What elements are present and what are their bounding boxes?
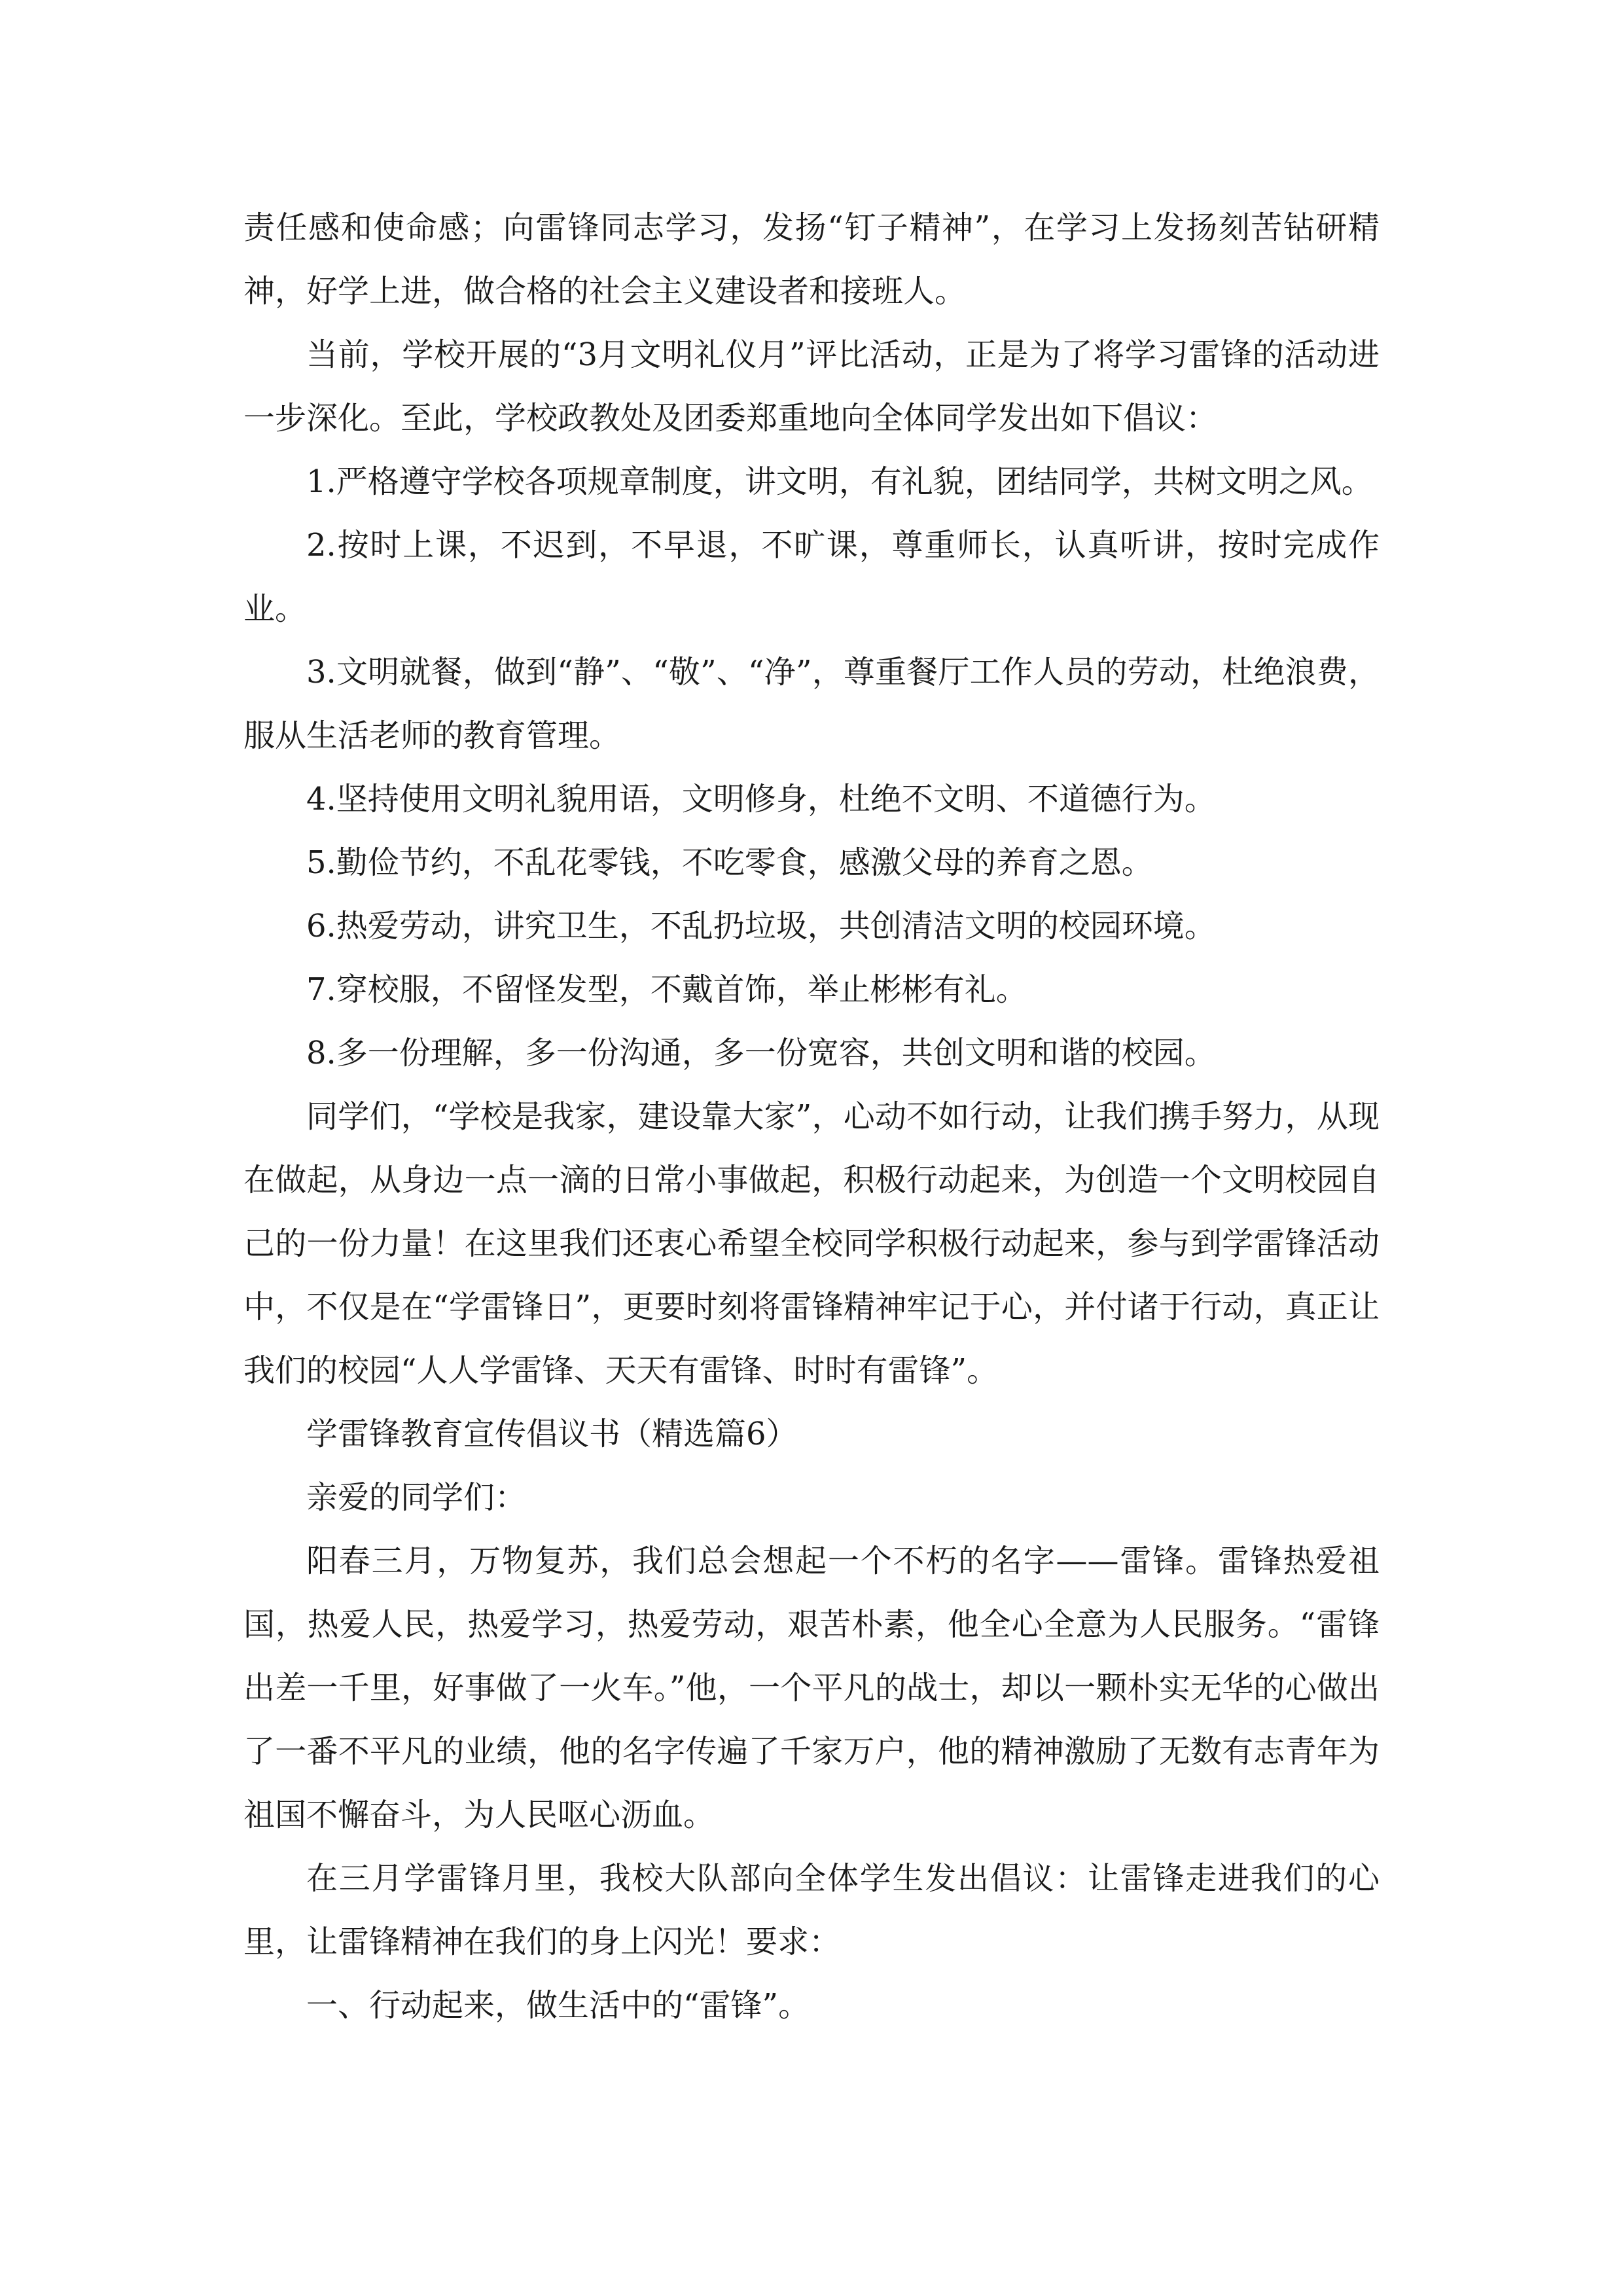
document-body — [243, 196, 1380, 2037]
list-item-5: 5.勤俭节约，不乱花零钱，不吃零食，感激父母的养育之恩。 — [306, 844, 1153, 881]
paragraph-intro: 当前，学校开展的“3月文明礼仪月”评比活动，正是为了将学习雷锋的活动进一步深化。至此，学校政教处及团委郑重地向全体同学发出如下倡议： — [243, 336, 1380, 437]
list-item-2: 2.按时上课，不迟到，不早退，不旷课，尊重师长，认真听讲，按时完成作业。 — [243, 527, 1380, 627]
list-item-1: 1.严格遵守学校各项规章制度，讲文明，有礼貌，团结同学，共树文明之风。 — [306, 463, 1373, 500]
list-item-4: 4.坚持使用文明礼貌用语，文明修身，杜绝不文明、不道德行为。 — [306, 781, 1216, 817]
list-item-8: 8.多一份理解，多一份沟通，多一份宽容，共创文明和谐的校园。 — [306, 1035, 1216, 1071]
salutation: 亲爱的同学们： — [306, 1479, 527, 1516]
paragraph-initiative: 在三月学雷锋月里，我校大队部向全体学生发出倡议：让雷锋走进我们的心里，让雷锋精神在我们的身上闪光！要求： — [243, 1860, 1380, 1960]
list-item-7: 7.穿校服，不留怪发型，不戴首饰，举止彬彬有礼。 — [306, 971, 1027, 1008]
paragraph-continuation: 责任感和使命感；向雷锋同志学习，发扬“钉子精神”，在学习上发扬刻苦钻研精神，好学上进，做合格的社会主义建设者和接班人。 — [243, 209, 1380, 310]
paragraph-spring: 阳春三月，万物复苏，我们总会想起一个不朽的名字——雷锋。雷锋热爱祖国，热爱人民，热爱学习，热爱劳动，艰苦朴素，他全心全意为人民服务。“雷锋出差一千里，好事做了一火车。”他，一个平凡的战士，却以一颗朴实无华的心做出了一番不平凡的业绩，他的名字传遍了千家万户，他的精神激励了无数有志青年为祖国不懈奋斗，为人民呕心沥血。 — [243, 1543, 1380, 1833]
paragraph-closing: 同学们，“学校是我家，建设靠大家”，心动不如行动，让我们携手努力，从现在做起，从身边一点一滴的日常小事做起，积极行动起来，为创造一个文明校园自己的一份力量！在这里我们还衷心希望全校同学积极行动起来，参与到学雷锋活动中，不仅是在“学雷锋日”，更要时刻将雷锋精神牢记于心，并付诸于行动，真正让我们的校园“人人学雷锋、天天有雷锋、时时有雷锋”。 — [243, 1098, 1380, 1389]
section-title: 学雷锋教育宣传倡议书（精选篇6） — [306, 1416, 798, 1452]
list-item-6: 6.热爱劳动，讲究卫生，不乱扔垃圾，共创清洁文明的校园环境。 — [306, 908, 1216, 944]
list-item-3: 3.文明就餐，做到“静”、“敬”、“净”，尊重餐厅工作人员的劳动，杜绝浪费，服从生活老师的教育管理。 — [243, 654, 1380, 754]
requirement-1: 一、行动起来，做生活中的“雷锋”。 — [306, 1987, 810, 2024]
